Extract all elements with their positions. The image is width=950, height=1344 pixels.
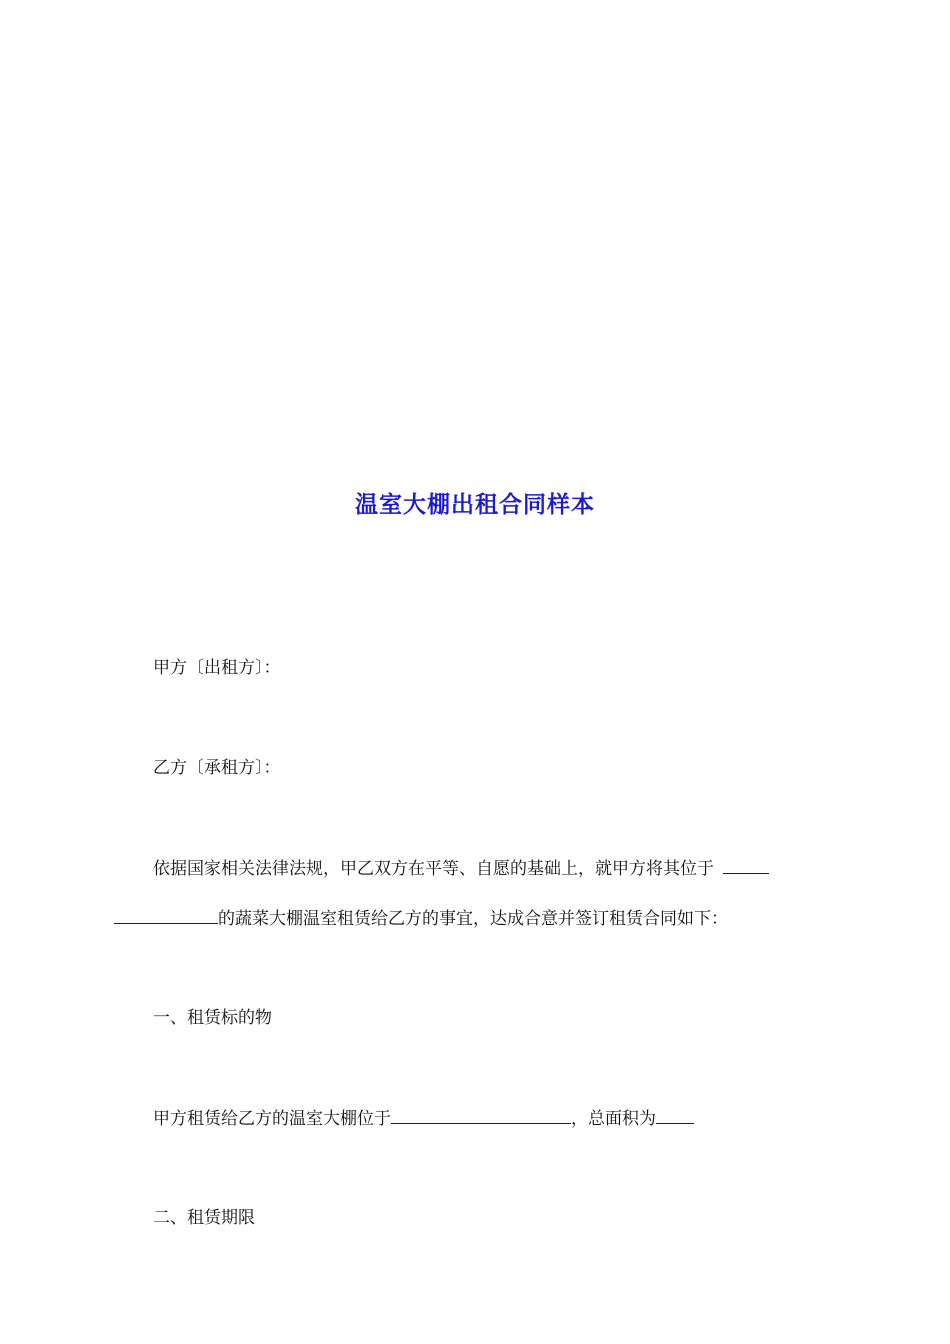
section2-heading-line (153, 1206, 255, 1230)
party-a-line (153, 656, 281, 680)
location-blank-end (114, 906, 218, 924)
intro-line-2 (114, 906, 728, 931)
location-blank-start (723, 856, 769, 874)
greenhouse-location-blank (391, 1106, 571, 1124)
party-a-label: 甲方〔出租方〕： (153, 658, 281, 678)
party-b-line (153, 756, 281, 780)
intro-line-1 (153, 856, 769, 881)
section1-text-part2: ，总面积为 (571, 1109, 656, 1129)
section1-heading: 一、租赁标的物 (153, 1008, 272, 1028)
section1-text-part1: 甲方租赁给乙方的温室大棚位于 (153, 1109, 391, 1129)
party-b-label: 乙方〔承租方〕： (153, 758, 281, 778)
section1-text-line (153, 1106, 694, 1131)
document-title: 温室大棚出租合同样本 (355, 492, 595, 518)
total-area-blank (656, 1106, 694, 1124)
intro-text-part2: 的蔬菜大棚温室租赁给乙方的事宜，达成合意并签订租赁合同如下： (218, 909, 728, 929)
section2-heading: 二、租赁期限 (153, 1208, 255, 1228)
section1-heading-line (153, 1006, 272, 1030)
intro-text-part1: 依据国家相关法律法规，甲乙双方在平等、自愿的基础上，就甲方将其位于 (153, 859, 714, 879)
